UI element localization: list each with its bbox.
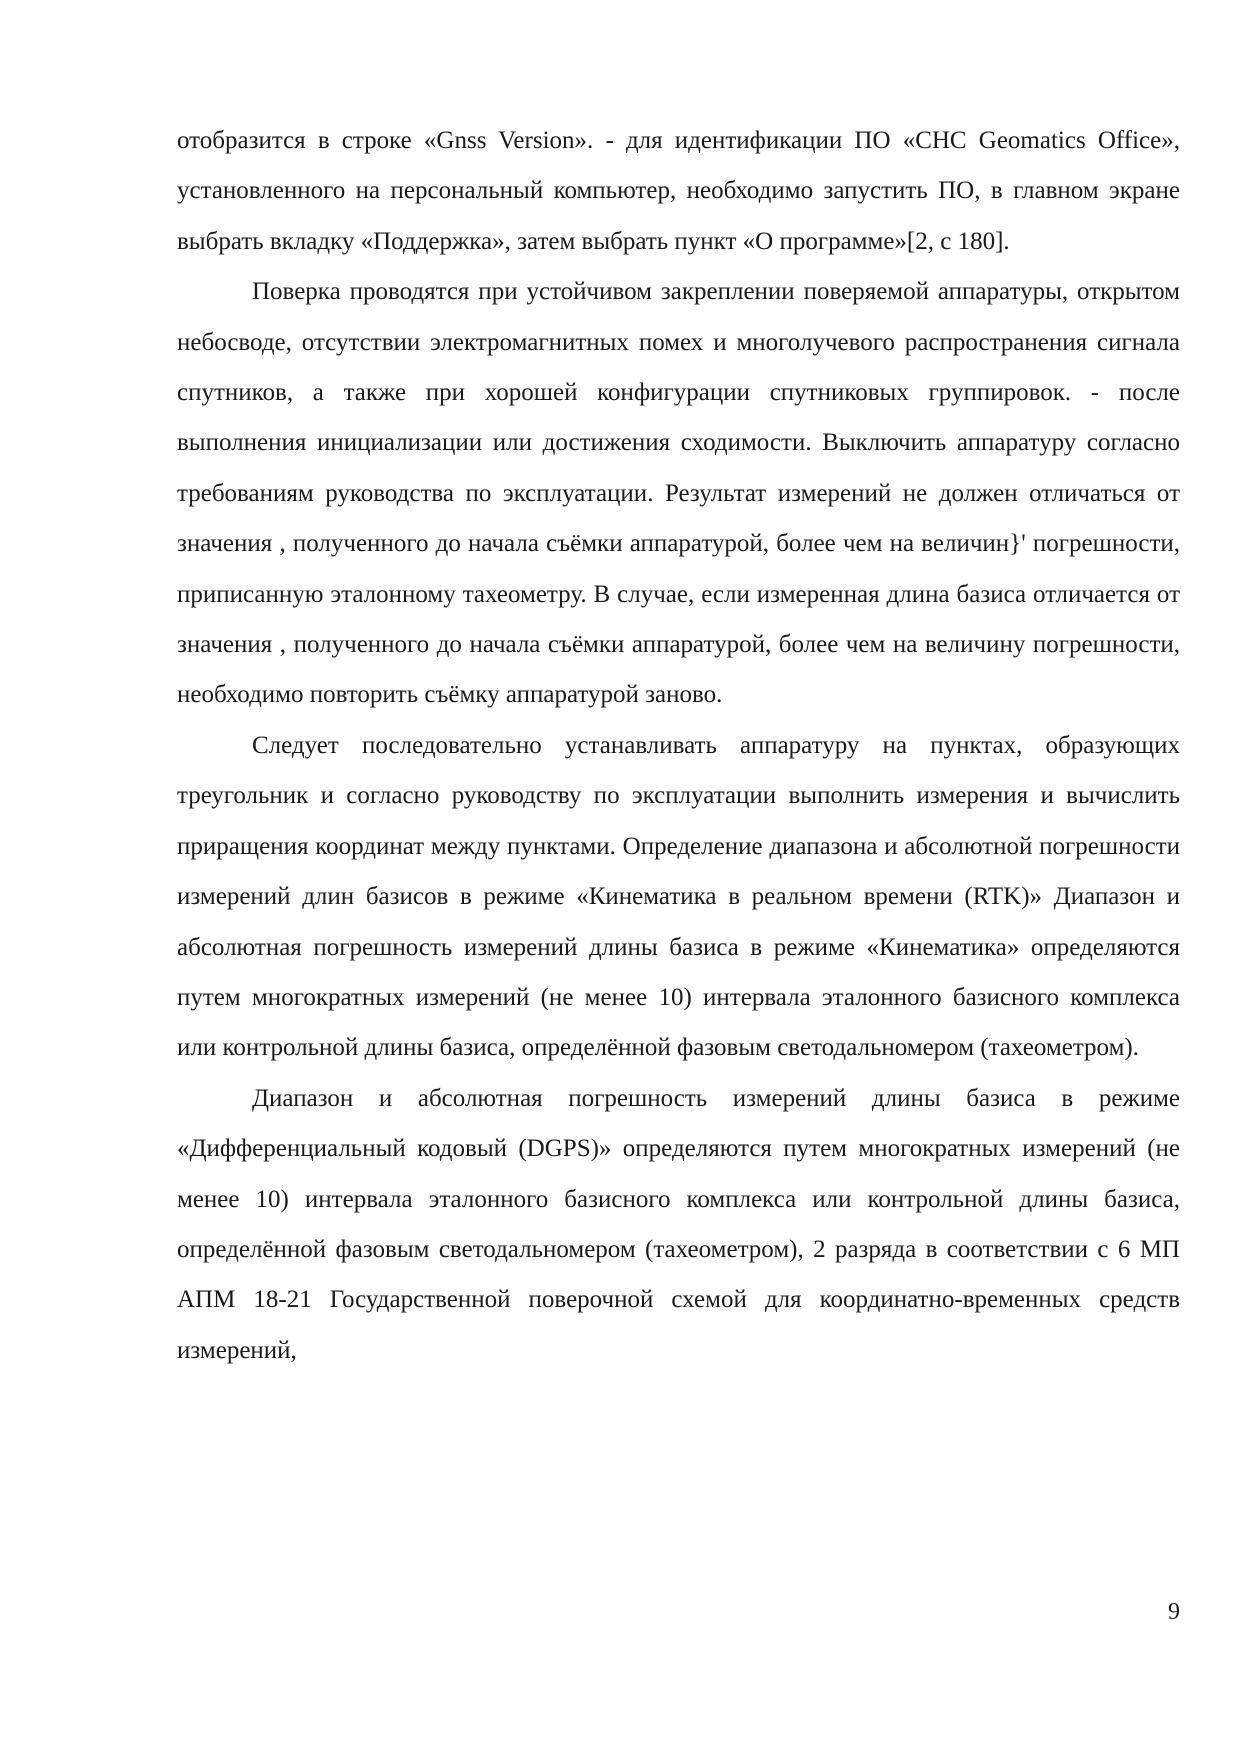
paragraph-2: Поверка проводятся при устойчивом закреплении поверяемой аппаратуры, открытом небосводе, отсутствии электромагнитных помех и многолучевого распространения сигнала спутников, а также при хорошей конфигурации спутниковых группировок. - после выполнения инициализации или достижения сходимости. Выключить аппаратуру согласно требованиям руководства по эксплуатации. Результат измерений не должен отличаться от значения , полученного до начала съёмки аппаратурой, более чем на величин}' погрешности, приписанную эталонному тахеометру. В случае, если измеренная длина базиса отличается от значения , полученного до начала съёмки аппаратурой, более чем на величину погрешности, необходимо повторить съёмку аппаратурой заново. bbox=[177, 278, 1180, 709]
paragraph-4: Диапазон и абсолютная погрешность измерений длины базиса в режиме «Дифференциальный кодовый (DGPS)» определяются путем многократных измерений (не менее 10) интервала эталонного базисного комплекса или контрольной длины базиса, определённой фазовым светодальномером (тахеометром), 2 разряда в соответствии с 6 МП АПМ 18-21 Государственной поверочной схемой для координатно-временных средств измерений, bbox=[177, 1084, 1180, 1364]
document-body bbox=[177, 116, 1180, 1376]
page-number: 9 bbox=[1168, 1599, 1180, 1625]
paragraph-1: отобразится в строке «Gnss Version». - для идентификации ПО «CHC Geomatics Office», установленного на персональный компьютер, необходимо запустить ПО, в главном экране выбрать вкладку «Поддержка», затем выбрать пункт «О программе»[2, с 180]. bbox=[177, 127, 1181, 255]
paragraph-3: Следует последовательно устанавливать аппаратуру на пунктах, образующих треугольник и согласно руководству по эксплуатации выполнить измерения и вычислить приращения координат между пунктами. Определение диапазона и абсолютной погрешности измерений длин базисов в режиме «Кинематика в реальном времени (RTK)» Диапазон и абсолютная погрешность измерений длины базиса в режиме «Кинематика» определяются путем многократных измерений (не менее 10) интервала эталонного базисного комплекса или контрольной длины базиса, определённой фазовым светодальномером (тахеометром). bbox=[177, 731, 1180, 1062]
